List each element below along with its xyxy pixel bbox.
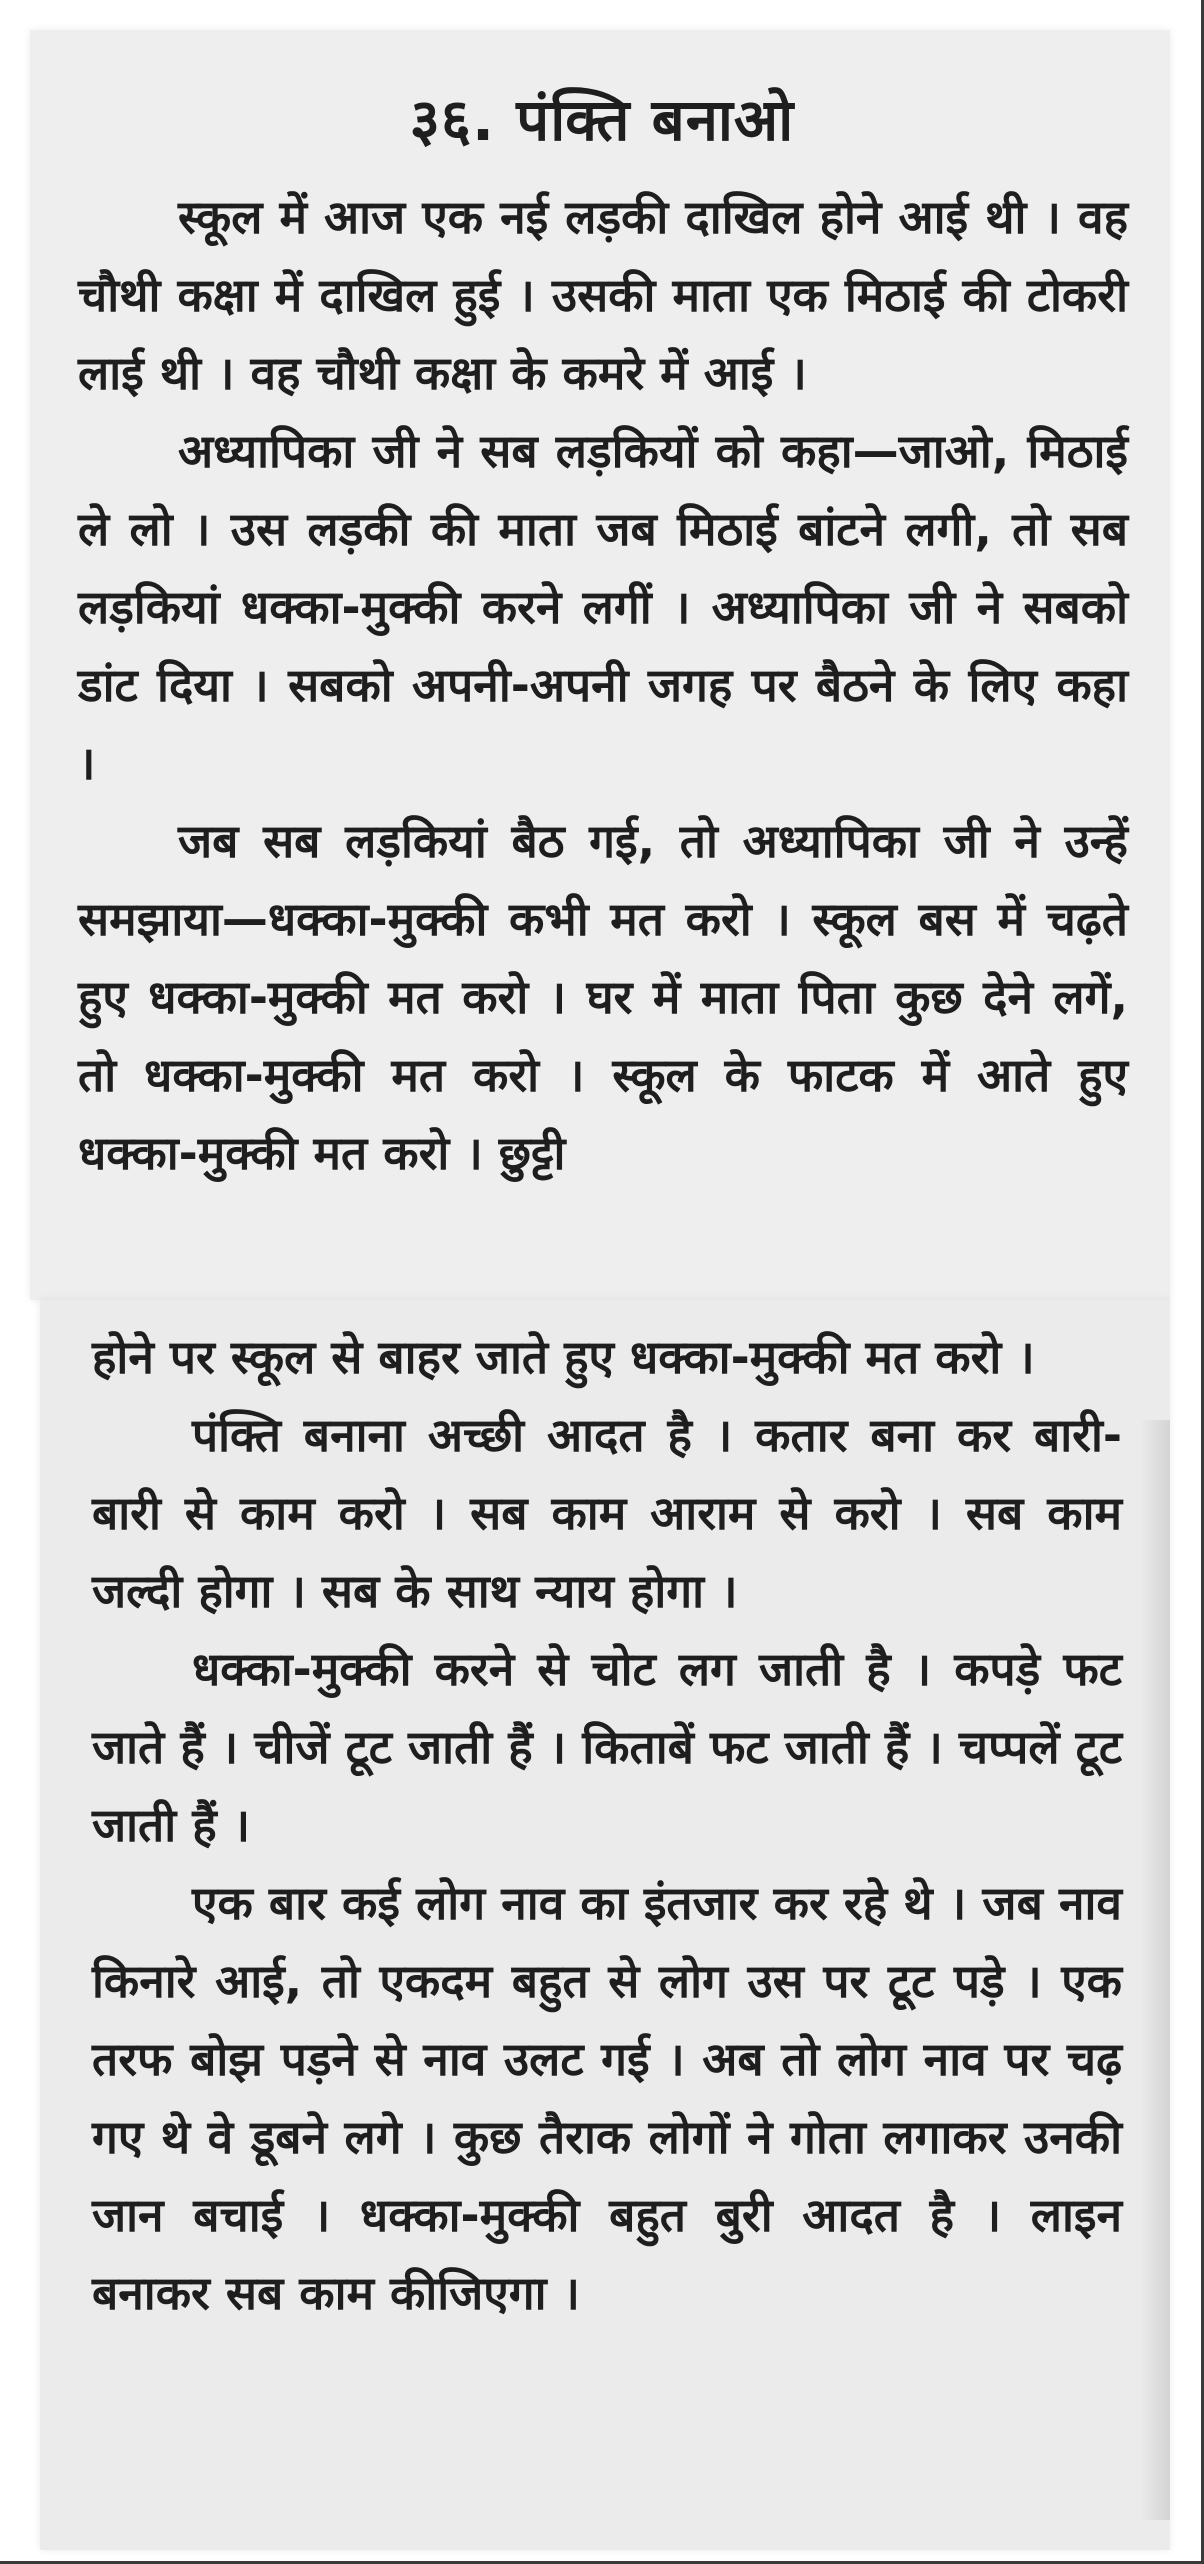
story-text-bottom xyxy=(92,1318,1122,2332)
paragraph-queue-habit: पंक्ति बनाना अच्छी आदत है । कतार बना कर बारी-बारी से काम करो । सब काम आराम से करो । सब काम जल्दी होगा । सब के साथ न्याय होगा । xyxy=(92,1408,1122,1618)
paragraph-continuation: होने पर स्कूल से बाहर जाते हुए धक्का-मुक्की मत करो । xyxy=(92,1330,1035,1384)
chapter-title: ३६. पंक्ति बनाओ xyxy=(409,86,795,154)
paragraph-teacher-advice: जब सब लड़कियां बैठ गई, तो अध्यापिका जी ने उन्हें समझाया—धक्का-मुक्की कभी मत करो । स्कूल बस में चढ़ते हुए धक्का-मुक्की मत करो । घर में माता पिता कुछ देने लगें, तो धक्का-मुक्की मत करो । स्कूल के फाटक में आते हुए धक्का-मुक्की मत करो । छुट्टी xyxy=(78,814,1128,1180)
story-text-top xyxy=(78,178,1128,1192)
paragraph-boat-story: एक बार कई लोग नाव का इंतजार कर रहे थे । जब नाव किनारे आई, तो एकदम बहुत से लोग उस पर टूट पड़े । एक तरफ बोझ पड़ने से नाव उलट गई । अब तो लोग नाव पर चढ़ गए थे वे डूबने लगे । कुछ तैराक लोगों ने गोता लगाकर उनकी जान बचाई । धक्का-मुक्की बहुत बुरी आदत है । लाइन बनाकर सब काम कीजिएगा । xyxy=(92,1876,1122,2320)
paragraph-pushing-harm: धक्का-मुक्की करने से चोट लग जाती है । कपड़े फट जाते हैं । चीजें टूट जाती हैं । किताबें फट जाती हैं । चप्पलें टूट जाती हैं । xyxy=(92,1642,1122,1852)
paragraph-sweets: अध्यापिका जी ने सब लड़कियों को कहा—जाओ, मिठाई ले लो । उस लड़की की माता जब मिठाई बांटने लगी, तो सब लड़कियां धक्का-मुक्की करने लगीं । अध्यापिका जी ने सबको डांट दिया । सबको अपनी-अपनी जगह पर बैठने के लिए कहा । xyxy=(78,424,1128,790)
paragraph-new-girl: स्कूल में आज एक नई लड़की दाखिल होने आई थी । वह चौथी कक्षा में दाखिल हुई । उसकी माता एक मिठाई की टोकरी लाई थी । वह चौथी कक्षा के कमरे में आई । xyxy=(78,190,1128,400)
